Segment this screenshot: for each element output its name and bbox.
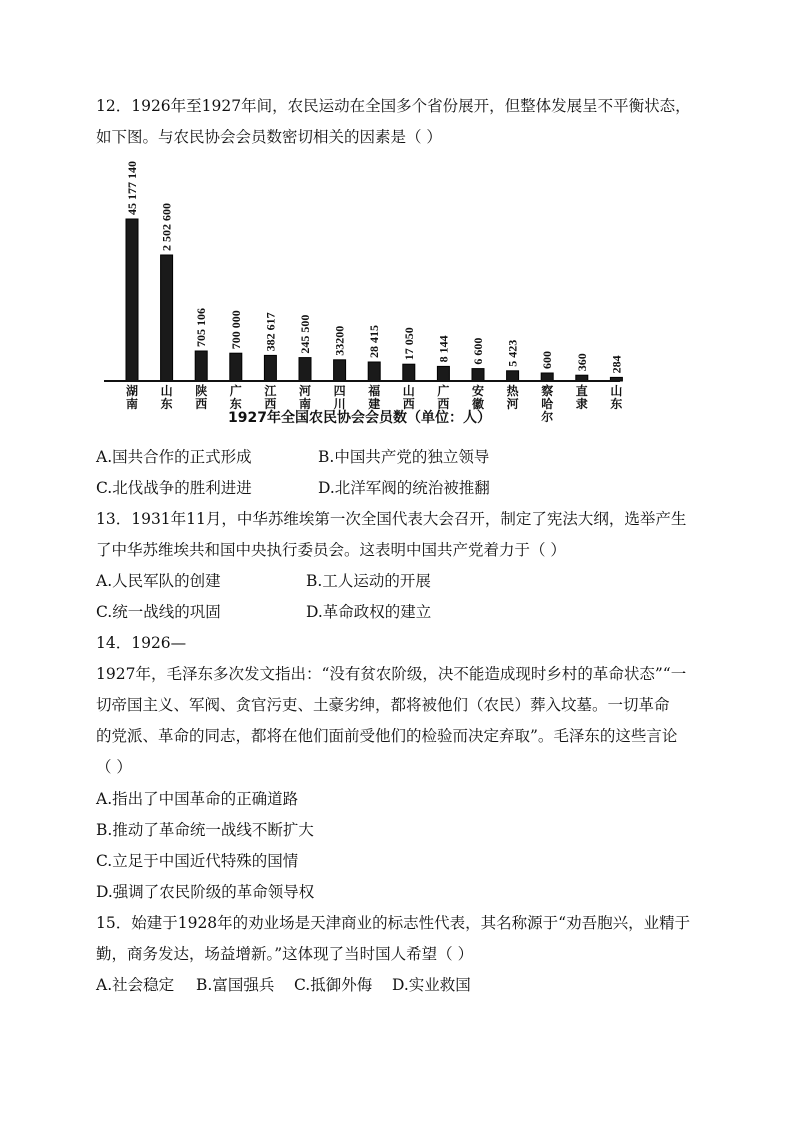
q14-option-a[interactable]: A.指出了中国革命的正确道路 xyxy=(96,790,299,808)
category-label-11: 热河 xyxy=(506,384,519,411)
bar-2 xyxy=(195,351,207,381)
q15-stem-line-2: 勤，商务发达，场益增新。”这体现了当时国人希望（ ） xyxy=(96,945,474,963)
value-label-8: 17 050 xyxy=(401,327,416,361)
value-label-10: 6 600 xyxy=(471,337,485,365)
q13-option-a[interactable]: A.人民军队的创建 xyxy=(96,572,221,590)
q12-option-d[interactable]: D.北洋军阀的统治被推翻 xyxy=(318,479,490,497)
value-label-14: 284 xyxy=(609,355,624,374)
bar-0 xyxy=(126,219,138,381)
category-label-8: 山西 xyxy=(402,384,415,411)
category-label-14: 山东 xyxy=(610,384,623,411)
bar-5 xyxy=(299,358,311,381)
bar-11 xyxy=(507,371,519,381)
q13-option-c[interactable]: C.统一战线的巩固 xyxy=(96,603,221,621)
category-label-3: 广东 xyxy=(229,384,242,411)
bar-6 xyxy=(334,360,346,381)
bar-3 xyxy=(230,353,242,381)
value-label-13: 360 xyxy=(574,353,589,372)
category-label-5: 河南 xyxy=(298,384,312,411)
q13-stem-line-1: 13．1931年11月，中华苏维埃第一次全国代表大会召开，制定了宪法大纲，选举产生 xyxy=(96,510,687,528)
category-label-6: 四川 xyxy=(333,384,346,411)
category-label-12: 察哈尔 xyxy=(541,384,554,424)
bar-8 xyxy=(403,364,415,381)
chart-title: 1927年全国农民协会会员数（单位：人） xyxy=(228,410,491,426)
q12-option-b[interactable]: B.中国共产党的独立领导 xyxy=(318,448,490,466)
category-label-4: 江西 xyxy=(264,384,277,411)
value-label-2: 705 106 xyxy=(194,308,209,347)
bar-7 xyxy=(368,362,380,381)
q15-stem-line-1: 15．始建于1928年的劝业场是天津商业的标志性代表，其名称源于“劝吾胞兴，业精于 xyxy=(96,914,691,932)
q14-option-c[interactable]: C.立足于中国近代特殊的国情 xyxy=(96,852,299,870)
category-label-10: 安徽 xyxy=(471,384,485,411)
value-label-3: 700 000 xyxy=(228,310,243,350)
value-label-12: 600 xyxy=(540,351,555,369)
category-label-13: 直隶 xyxy=(575,384,588,411)
q13-stem-line-2: 了中华苏维埃共和国中央执行委员会。这表明中国共产党着力于（ ） xyxy=(96,541,566,559)
q12-option-c[interactable]: C.北伐战争的胜利进进 xyxy=(96,479,252,497)
q14-stem-line-2: 1927年，毛泽东多次发文指出：“没有贫农阶级，决不能造成现时乡村的革命状态”“一 xyxy=(96,665,687,683)
category-label-2: 陕西 xyxy=(195,384,208,411)
q14-option-b[interactable]: B.推动了革命统一战线不断扩大 xyxy=(96,821,314,839)
value-label-7: 28 415 xyxy=(367,325,382,358)
q14-option-d[interactable]: D.强调了农民阶级的革命领导权 xyxy=(96,883,315,901)
bar-4 xyxy=(264,355,276,381)
q15-option-d[interactable]: D.实业救国 xyxy=(392,976,471,994)
q15-option-b[interactable]: B.富国强兵 xyxy=(196,976,275,994)
value-label-0: 45 177 140 xyxy=(125,161,139,215)
value-label-11: 5 423 xyxy=(505,339,520,367)
q12-stem-line-1: 12．1926年至1927年间，农民运动在全国多个省份展开，但整体发展呈不平衡状态， xyxy=(96,97,691,115)
value-label-9: 8 144 xyxy=(436,335,451,363)
bar-10 xyxy=(472,369,484,381)
category-label-9: 广西 xyxy=(437,384,450,411)
value-label-1: 2 502 600 xyxy=(159,202,174,251)
value-label-4: 382 617 xyxy=(263,312,278,352)
q15-option-a[interactable]: A.社会稳定 xyxy=(96,976,175,994)
value-label-5: 245 500 xyxy=(298,314,312,354)
bars-layer xyxy=(125,161,623,424)
q14-stem-line-4: 的党派、革命的同志，都将在他们面前受他们的检验而决定弃取”。毛泽东的这些言论 xyxy=(96,727,678,745)
bar-12 xyxy=(541,373,553,381)
bar-9 xyxy=(437,366,449,381)
q13-option-b[interactable]: B.工人运动的开展 xyxy=(306,572,431,590)
membership-bar-chart xyxy=(100,160,650,428)
q13-option-d[interactable]: D.革命政权的建立 xyxy=(306,603,432,621)
q14-stem-line-1: 14．1926— xyxy=(96,634,187,652)
category-label-0: 湖南 xyxy=(125,384,139,411)
q14-stem-line-5: （ ） xyxy=(96,758,132,776)
q12-option-a[interactable]: A.国共合作的正式形成 xyxy=(96,448,252,466)
category-label-7: 福建 xyxy=(368,384,381,411)
q12-stem-line-2: 如下图。与农民协会会员数密切相关的因素是（ ） xyxy=(96,128,442,146)
bar-1 xyxy=(161,255,173,381)
value-label-6: 33200 xyxy=(332,325,347,356)
category-label-1: 山东 xyxy=(160,384,173,411)
q14-stem-line-3: 切帝国主义、军阀、贪官污吏、土豪劣绅，都将被他们（农民）葬入坟墓。一切革命 xyxy=(96,696,670,714)
q15-option-c[interactable]: C.抵御外侮 xyxy=(294,976,373,994)
